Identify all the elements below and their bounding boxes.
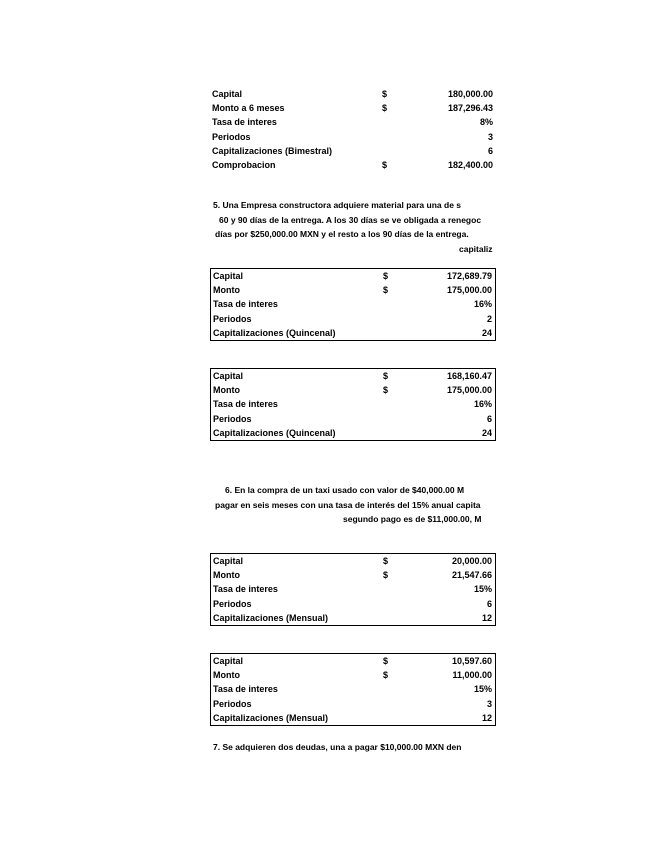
table-row <box>211 383 495 397</box>
row-label: Periodos <box>213 413 252 424</box>
row-label: Tasa de interes <box>213 399 278 410</box>
row-currency: $ <box>383 385 389 396</box>
row-label: Capital <box>213 656 244 666</box>
row-label: Capitalizaciones (Mensual) <box>213 712 329 723</box>
row-label: Capitalizaciones (Mensual) <box>213 612 329 623</box>
table-3 <box>210 368 496 441</box>
row-label: Capital <box>213 556 244 566</box>
table-row <box>211 697 495 711</box>
row-currency: $ <box>382 103 388 114</box>
problem-line: pagar en seis meses con una tasa de interés del 15% anual capita <box>215 499 481 510</box>
row-value: 12 <box>481 712 492 723</box>
row-currency: $ <box>383 656 389 666</box>
problem-line: segundo pago es de $11,000.00, M <box>343 514 482 524</box>
row-label: Tasa de interes <box>213 584 278 595</box>
table-row <box>211 654 495 668</box>
table-row <box>210 87 496 101</box>
row-label: Capital <box>212 89 243 99</box>
row-value: 180,000.00 <box>447 89 493 99</box>
table-row <box>211 312 495 326</box>
row-value: 8% <box>479 117 493 128</box>
row-label: Monto a 6 meses <box>212 103 285 114</box>
table-row <box>211 554 495 568</box>
row-label: Capital <box>213 371 244 381</box>
row-value: 24 <box>481 327 492 338</box>
row-value: 6 <box>486 413 492 424</box>
table-5 <box>210 653 496 726</box>
row-label: Tasa de interes <box>213 684 278 695</box>
table-row <box>211 611 495 625</box>
row-value: 12 <box>481 612 492 623</box>
row-value: 175,000.00 <box>446 385 492 396</box>
table-row <box>211 597 495 611</box>
table-row <box>210 115 496 129</box>
table-row <box>211 682 495 696</box>
row-currency: $ <box>382 159 388 170</box>
row-currency: $ <box>382 89 388 99</box>
row-label: Capitalizaciones (Bimestral) <box>212 145 333 156</box>
row-value: 20,000.00 <box>451 556 492 566</box>
row-value: 21,547.66 <box>451 570 492 581</box>
row-currency: $ <box>383 570 389 581</box>
row-value: 3 <box>486 698 492 709</box>
row-label: Monto <box>213 285 240 296</box>
table-row <box>211 426 495 440</box>
table-row <box>211 668 495 682</box>
row-label: Capitalizaciones (Quincenal) <box>213 327 336 338</box>
table-1 <box>210 87 496 172</box>
table-row <box>210 130 496 144</box>
row-value: 2 <box>486 313 492 324</box>
row-label: Tasa de interes <box>213 299 278 310</box>
table-row <box>210 101 496 115</box>
table-row <box>211 369 495 383</box>
row-value: 24 <box>481 427 492 438</box>
table-row <box>211 297 495 311</box>
row-value: 175,000.00 <box>446 285 492 296</box>
problem-6-text <box>195 483 496 527</box>
row-label: Comprobacion <box>212 159 276 170</box>
row-label: Capital <box>213 271 244 281</box>
row-currency: $ <box>383 285 389 296</box>
problem-line: 5. Una Empresa constructora adquiere material para una de s <box>213 200 462 210</box>
row-label: Monto <box>213 385 240 396</box>
table-row <box>211 568 495 582</box>
row-currency: $ <box>383 271 389 281</box>
problem-line: días por $250,000.00 MXN y el resto a los 90 días de la entrega. <box>215 229 469 239</box>
row-label: Tasa de interes <box>212 117 277 128</box>
table-row <box>211 711 495 725</box>
problem-line: 6. En la compra de un taxi usado con valor de $40,000.00 M <box>225 485 465 495</box>
row-value: 6 <box>487 145 493 156</box>
row-value: 3 <box>487 131 493 142</box>
row-value: 168,160.47 <box>446 371 492 381</box>
row-value: 15% <box>473 684 492 695</box>
row-currency: $ <box>383 556 389 566</box>
row-label: Monto <box>213 670 240 681</box>
row-value: 6 <box>486 598 492 609</box>
table-row <box>211 412 495 426</box>
table-row <box>211 582 495 596</box>
row-value: 187,296.43 <box>447 103 493 114</box>
row-value: 16% <box>473 399 492 410</box>
row-label: Periodos <box>213 598 252 609</box>
row-currency: $ <box>383 670 389 681</box>
row-label: Periodos <box>212 131 251 142</box>
row-value: 10,597.60 <box>451 656 492 666</box>
table-row <box>210 158 496 172</box>
row-label: Periodos <box>213 698 252 709</box>
row-value: 182,400.00 <box>447 159 493 170</box>
row-label: Periodos <box>213 313 252 324</box>
table-2 <box>210 268 496 341</box>
row-value: 11,000.00 <box>452 670 492 681</box>
problem-5-text <box>195 198 496 256</box>
row-value: 15% <box>473 584 492 595</box>
problem-line: 60 y 90 días de la entrega. A los 30 días se ve obligada a renegoc <box>219 214 482 225</box>
problem-line: capitaliz <box>459 243 493 254</box>
table-row <box>211 326 495 340</box>
table-row <box>210 144 496 158</box>
problem-line: 7. Se adquieren dos deudas, una a pagar $10,000.00 MXN den <box>213 742 462 752</box>
row-value: 172,689.79 <box>446 271 492 281</box>
row-value: 16% <box>473 299 492 310</box>
problem-7-text <box>195 740 496 755</box>
row-label: Capitalizaciones (Quincenal) <box>213 427 336 438</box>
table-4 <box>210 553 496 626</box>
table-row <box>211 269 495 283</box>
row-currency: $ <box>383 371 389 381</box>
row-label: Monto <box>213 570 240 581</box>
table-row <box>211 283 495 297</box>
table-row <box>211 397 495 411</box>
